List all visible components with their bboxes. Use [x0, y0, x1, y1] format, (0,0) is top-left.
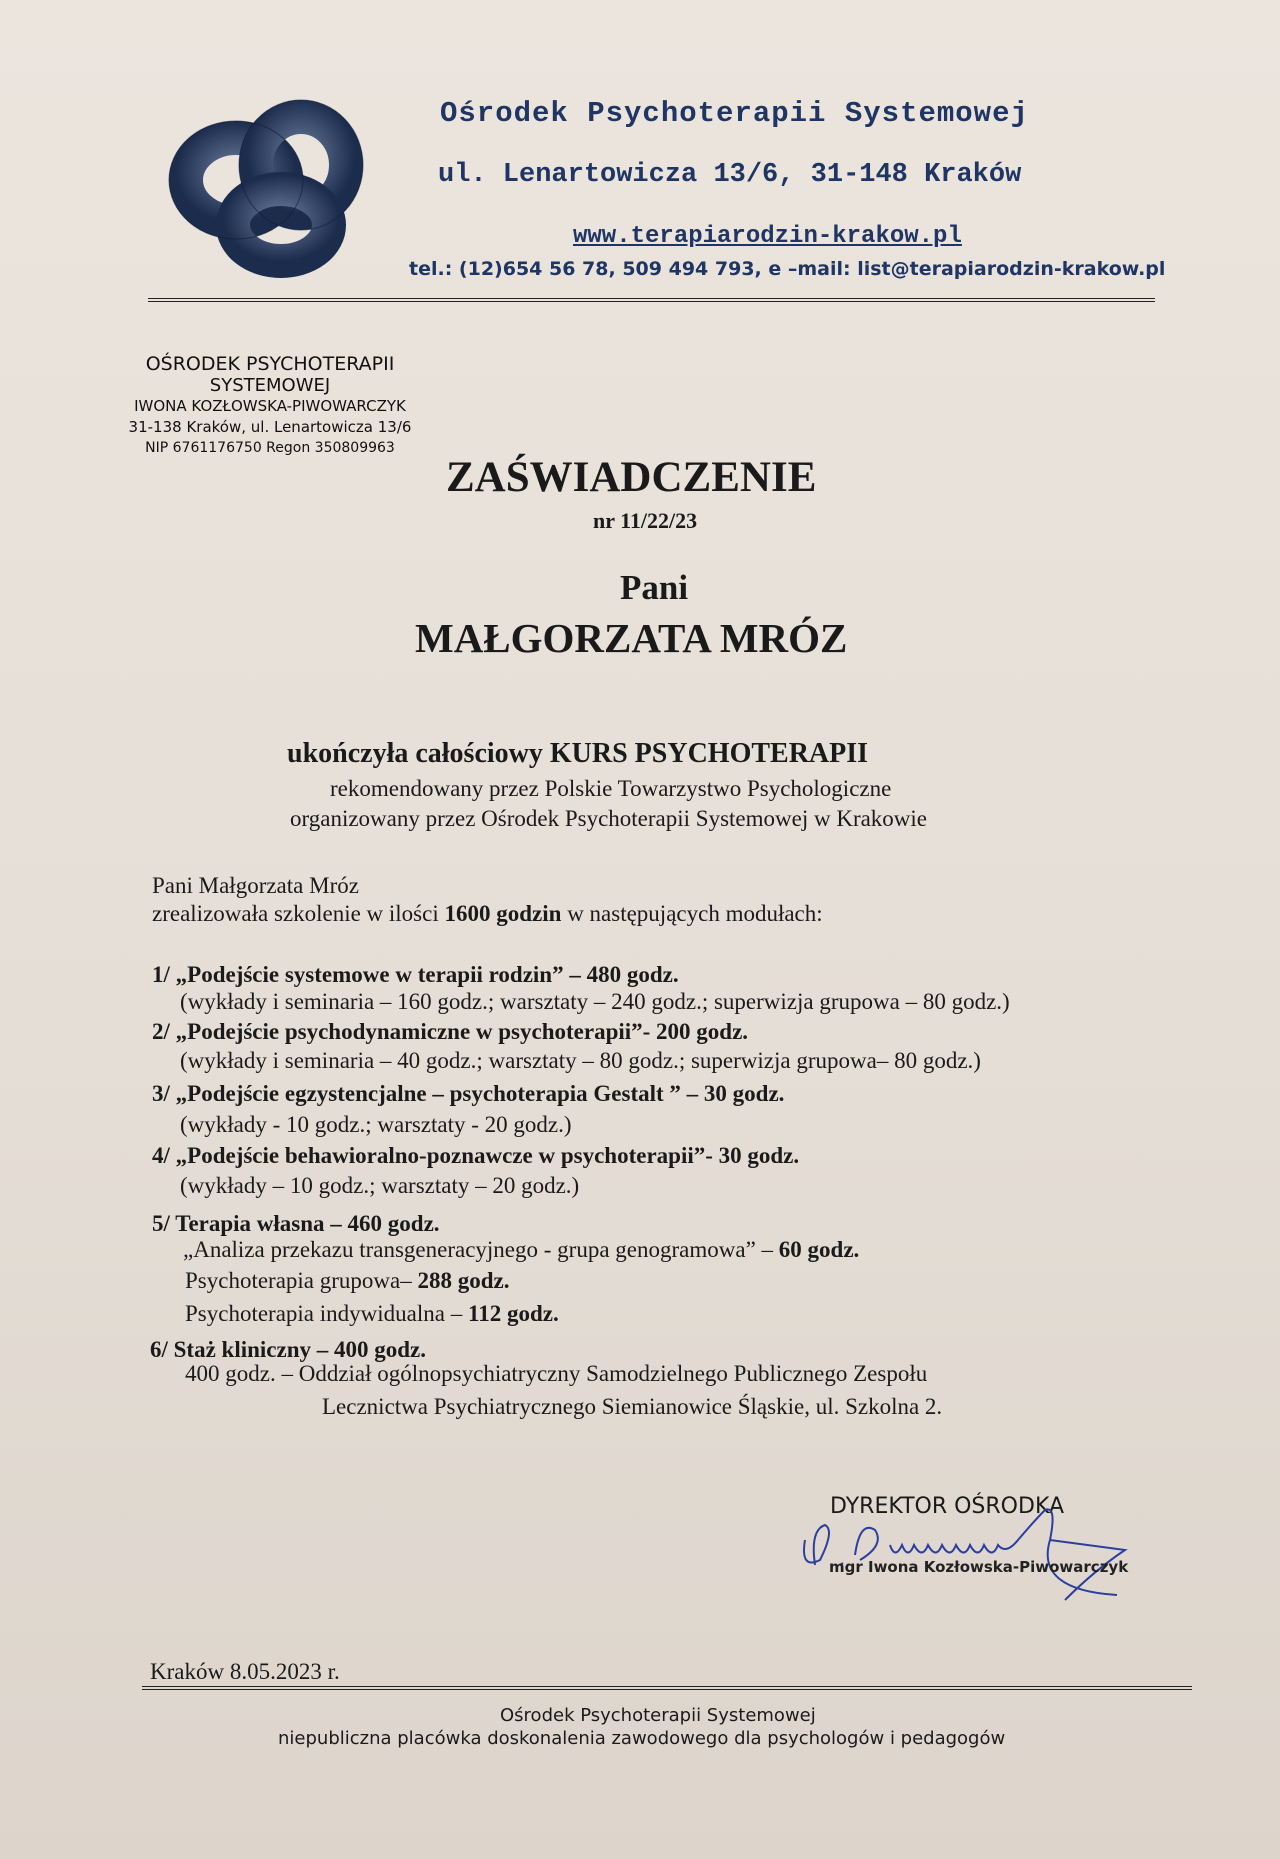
module-5-item: [183, 1237, 859, 1263]
module-4-detail: (wykłady – 10 godz.; warsztaty – 20 godz.): [180, 1173, 580, 1198]
module-5-item-text: „Analiza przekazu transgeneracyjnego - grupa genogramowa” –: [183, 1237, 779, 1262]
module-5-item: [185, 1301, 559, 1327]
certificate-title: ZAŚWIADCZENIE: [446, 454, 817, 501]
intro-name: Pani Małgorzata Mróz: [152, 873, 359, 898]
module-5: 5/ Terapia własna – 460 godz.: [152, 1211, 440, 1236]
director-name: mgr Iwona Kozłowska-Piwowarczyk: [829, 1558, 1129, 1576]
stamp-line: NIP 6761176750 Regon 350809963: [145, 440, 395, 456]
certificate-number: nr 11/22/23: [593, 508, 698, 533]
module-4: 4/ „Podejście behawioralno-poznawcze w psychoterapii”- 30 godz.: [152, 1143, 800, 1168]
module-1: 1/ „Podejście systemowe w terapii rodzin” – 480 godz.: [152, 962, 679, 987]
header-divider: [148, 298, 1155, 302]
salutation: Pani: [620, 568, 689, 607]
header-contact: tel.: (12)654 56 78, 509 494 793, e –mail: list@terapiarodzin-krakow.pl: [409, 258, 1166, 280]
intro-line: [152, 901, 823, 927]
intro-pre: zrealizowała szkolenie w ilości: [152, 901, 445, 926]
module-5-item-hours: 60 godz.: [778, 1237, 860, 1262]
module-6-detail: Lecznictwa Psychiatrycznego Siemianowice Śląskie, ul. Szkolna 2.: [322, 1394, 943, 1419]
module-6: 6/ Staż kliniczny – 400 godz.: [150, 1337, 427, 1362]
stamp-line: SYSTEMOWEJ: [209, 375, 331, 396]
stamp-line: IWONA KOZŁOWSKA-PIWOWARCZYK: [134, 397, 406, 415]
module-3-detail: (wykłady - 10 godz.; warsztaty - 20 godz.): [180, 1112, 572, 1137]
stamp: [100, 354, 440, 459]
header-address: ul. Lenartowicza 13/6, 31-148 Kraków: [438, 160, 1022, 190]
module-5-item: [185, 1268, 510, 1294]
completed-prefix: ukończyła całościowy: [287, 738, 550, 769]
recommended-line: rekomendowany przez Polskie Towarzystwo Psychologiczne: [330, 776, 892, 801]
recipient-name: MAŁGORZATA MRÓZ: [415, 615, 848, 661]
footer-line-1: Ośrodek Psychoterapii Systemowej: [500, 1705, 816, 1726]
footer-line-2: niepubliczna placówka doskonalenia zawodowego dla psychologów i pedagogów: [278, 1728, 1006, 1749]
organized-line: organizowany przez Ośrodek Psychoterapii Systemowej w Krakowie: [290, 806, 928, 831]
course-name: KURS PSYCHOTERAPII: [549, 738, 869, 769]
handwritten-signature-icon: [795, 1500, 1135, 1610]
footer-divider: [142, 1686, 1192, 1690]
module-2-detail: (wykłady i seminaria – 40 godz.; warsztaty – 80 godz.; superwizja grupowa– 80 godz.): [180, 1048, 981, 1073]
director-title: DYREKTOR OŚRODKA: [830, 1494, 1065, 1519]
course-line: [287, 738, 868, 770]
header-org-name: Ośrodek Psychoterapii Systemowej: [440, 97, 1029, 130]
place-date: Kraków 8.05.2023 r.: [150, 1659, 340, 1684]
module-6-detail: 400 godz. – Oddział ogólnopsychiatryczny Samodzielnego Publicznego Zespołu: [185, 1361, 928, 1386]
stamp-line: OŚRODEK PSYCHOTERAPII: [145, 353, 395, 375]
header-website[interactable]: www.terapiarodzin-krakow.pl: [573, 223, 962, 250]
module-1-detail: (wykłady i seminaria – 160 godz.; warsztaty – 240 godz.; superwizja grupowa – 80 godz.): [180, 989, 1010, 1014]
intro-post: w następujących modułach:: [561, 901, 823, 926]
module-3: 3/ „Podejście egzystencjalne – psychoterapia Gestalt ” – 30 godz.: [152, 1081, 785, 1106]
module-5-item-text: Psychoterapia grupowa–: [185, 1268, 418, 1293]
knot-logo-icon: [166, 95, 366, 280]
module-2: 2/ „Podejście psychodynamiczne w psychoterapii”- 200 godz.: [152, 1019, 749, 1044]
intro-hours: 1600 godzin: [444, 901, 562, 926]
module-5-item-text: Psychoterapia indywidualna –: [185, 1301, 468, 1326]
module-5-item-hours: 112 godz.: [467, 1301, 559, 1326]
module-5-item-hours: 288 godz.: [417, 1268, 510, 1293]
stamp-line: 31-138 Kraków, ul. Lenartowicza 13/6: [128, 418, 412, 436]
